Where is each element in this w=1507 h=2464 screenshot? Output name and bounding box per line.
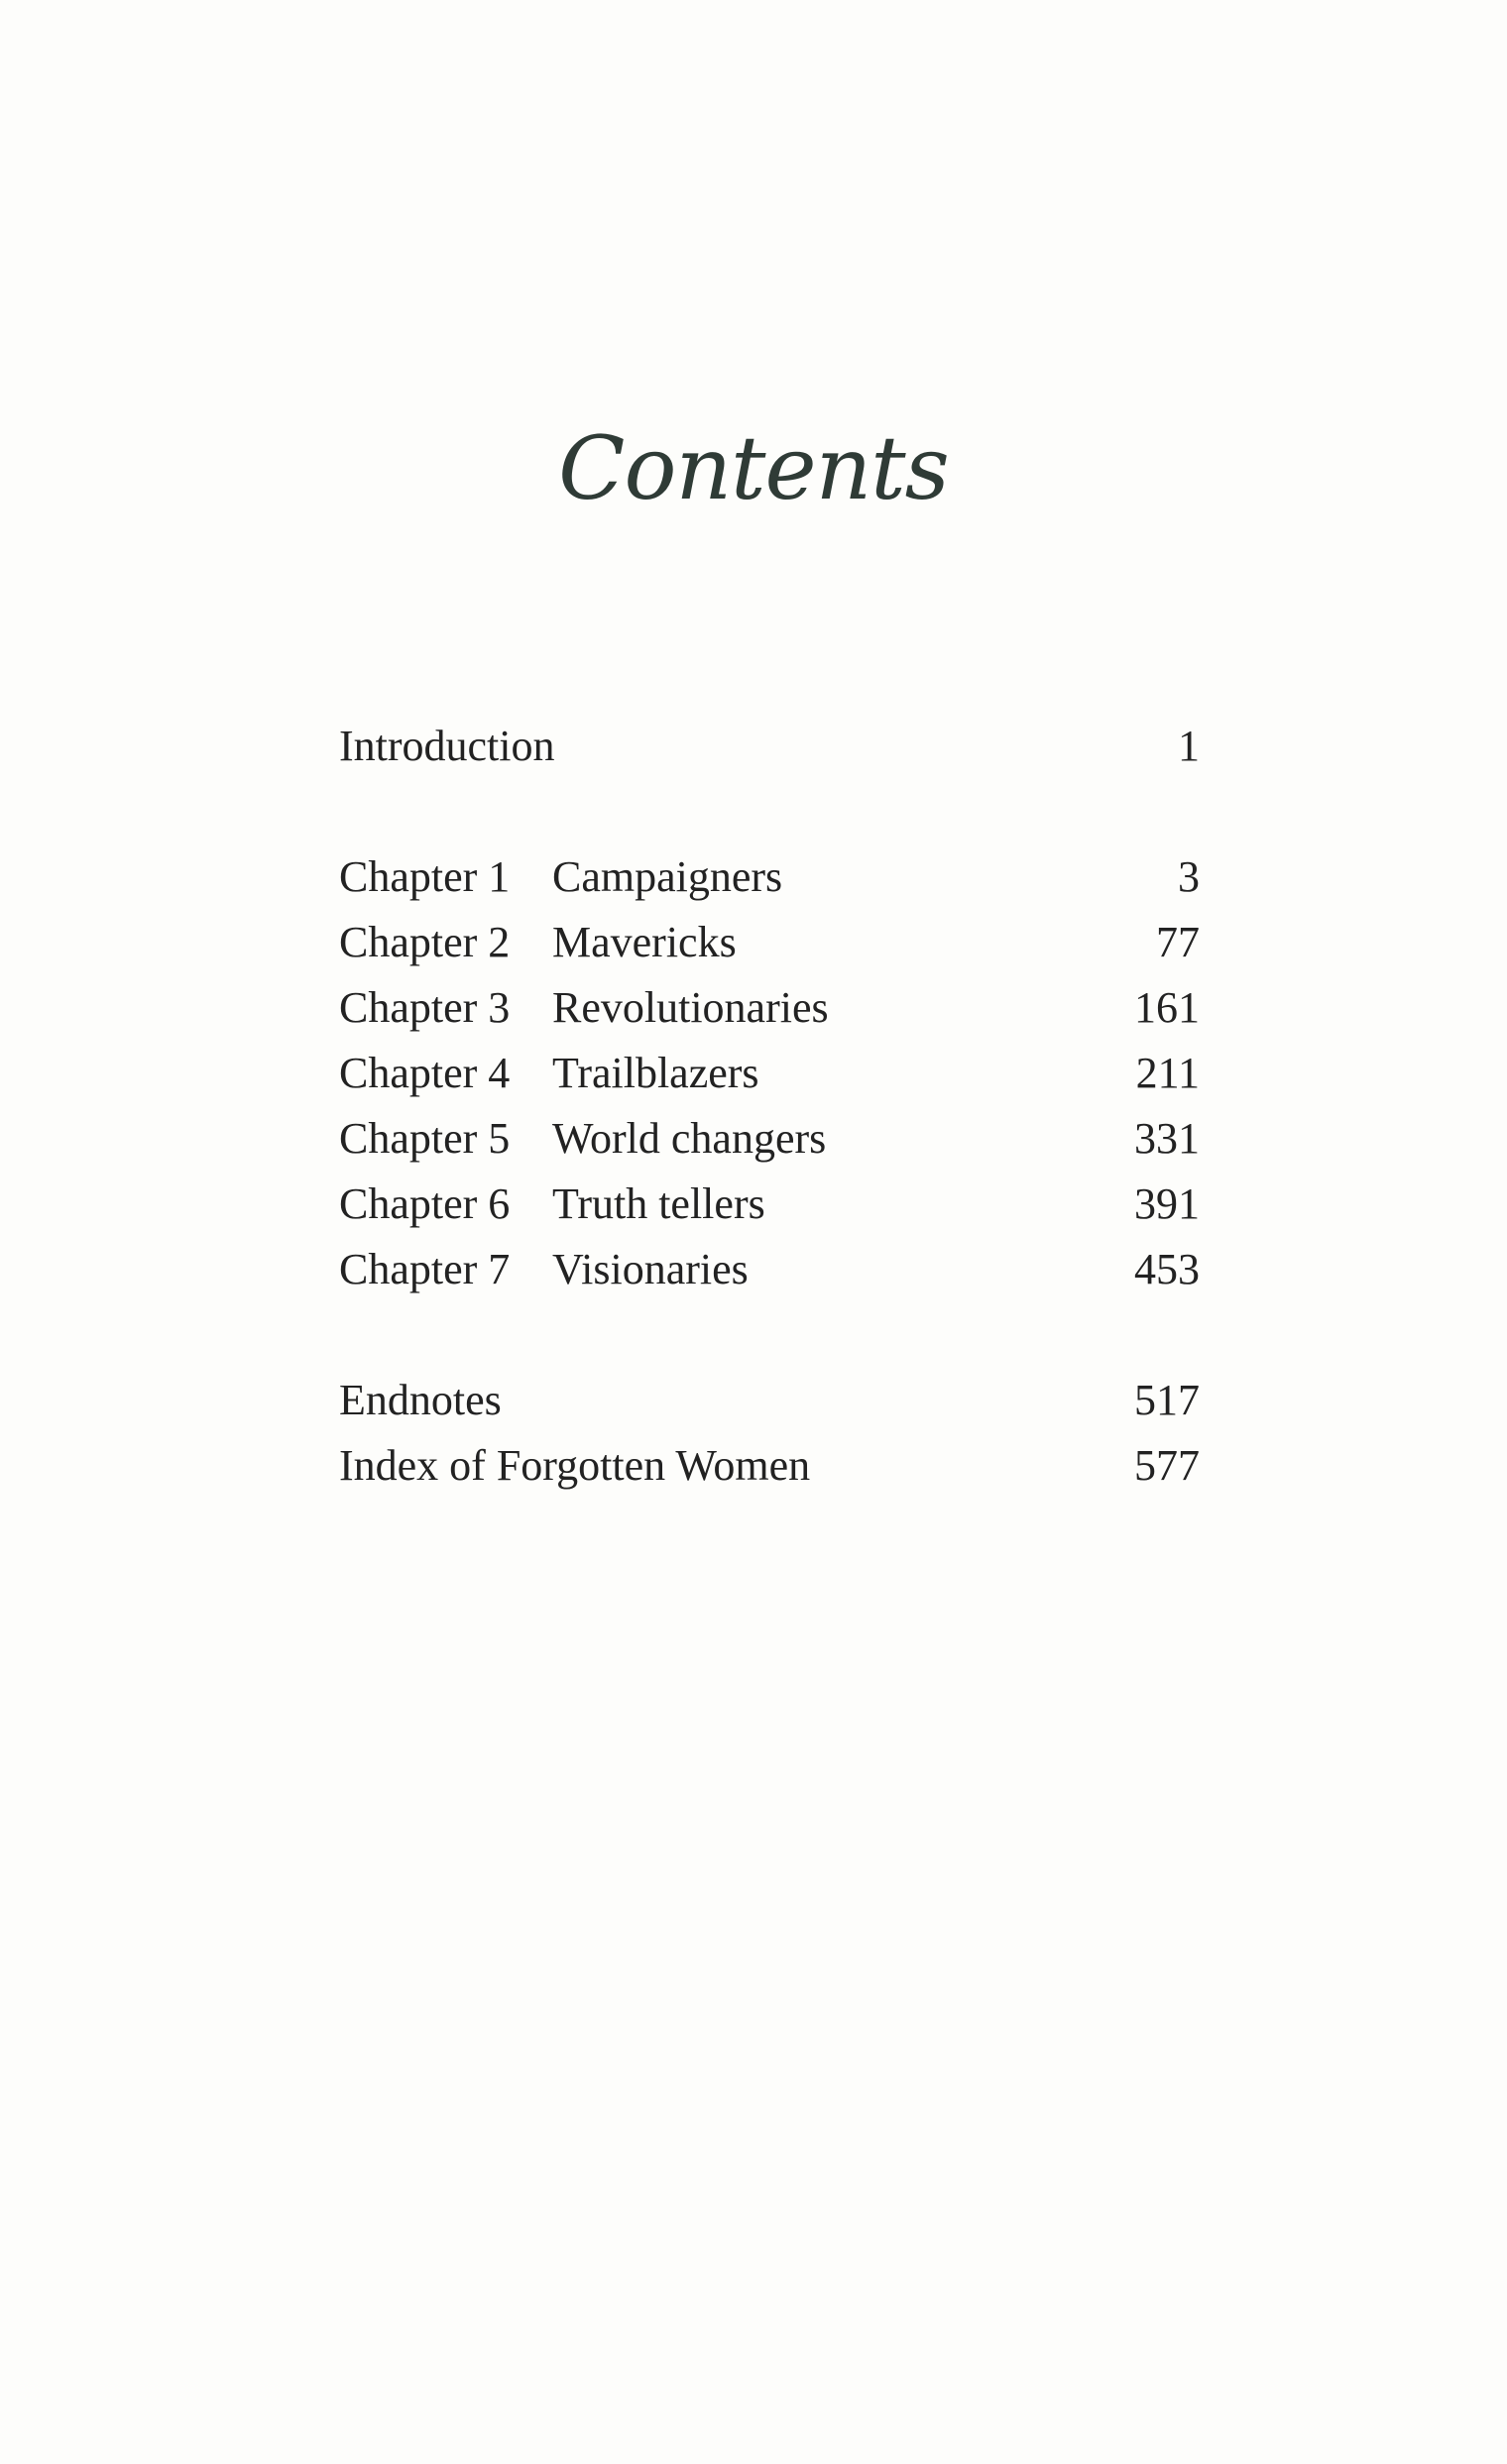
section-spacer: [339, 1302, 1200, 1368]
chapter-title: Campaigners: [552, 852, 783, 901]
toc-entry-label: Index of Forgotten Women: [339, 1441, 811, 1490]
toc-entry-chapter-2: [339, 910, 1200, 975]
chapter-number: Chapter 5: [339, 1114, 511, 1163]
chapter-number: Chapter 1: [339, 852, 511, 901]
chapter-title: World changers: [552, 1114, 827, 1163]
chapter-number: Chapter 4: [339, 1049, 511, 1097]
toc-entry-chapter-4: [339, 1041, 1200, 1106]
table-of-contents: [339, 714, 1200, 1499]
chapter-title: Truth tellers: [552, 1179, 765, 1228]
toc-page-number: 517: [1134, 1376, 1200, 1424]
toc-page-number: 211: [1135, 1049, 1200, 1097]
page-title: Contents: [558, 417, 949, 519]
toc-page-number: 391: [1134, 1179, 1200, 1228]
toc-entry-chapter-1: [339, 844, 1200, 910]
toc-page-number: 331: [1134, 1114, 1200, 1163]
chapter-title: Mavericks: [552, 918, 737, 966]
toc-page-number: 577: [1134, 1441, 1200, 1490]
chapter-title: Visionaries: [552, 1245, 749, 1293]
toc-entry-label: Introduction: [339, 722, 555, 770]
toc-entry-label: Endnotes: [339, 1376, 502, 1424]
chapter-number: Chapter 3: [339, 983, 511, 1032]
toc-page-number: 3: [1178, 852, 1200, 901]
toc-entry-chapter-3: [339, 975, 1200, 1041]
toc-page-number: 453: [1134, 1245, 1200, 1293]
toc-entry-endnotes: [339, 1368, 1200, 1433]
toc-entry-index: [339, 1433, 1200, 1499]
chapter-number: Chapter 7: [339, 1245, 511, 1293]
toc-page-number: 1: [1178, 722, 1200, 770]
toc-entry-chapter-7: [339, 1237, 1200, 1302]
toc-entry-chapter-5: [339, 1106, 1200, 1172]
chapter-title: Revolutionaries: [552, 983, 829, 1032]
chapter-number: Chapter 2: [339, 918, 511, 966]
toc-entry-chapter-6: [339, 1172, 1200, 1237]
toc-page-number: 77: [1156, 918, 1200, 966]
toc-entry-introduction: [339, 714, 1200, 779]
toc-page-number: 161: [1134, 983, 1200, 1032]
section-spacer: [339, 779, 1200, 844]
chapter-title: Trailblazers: [552, 1049, 759, 1097]
chapter-number: Chapter 6: [339, 1179, 511, 1228]
